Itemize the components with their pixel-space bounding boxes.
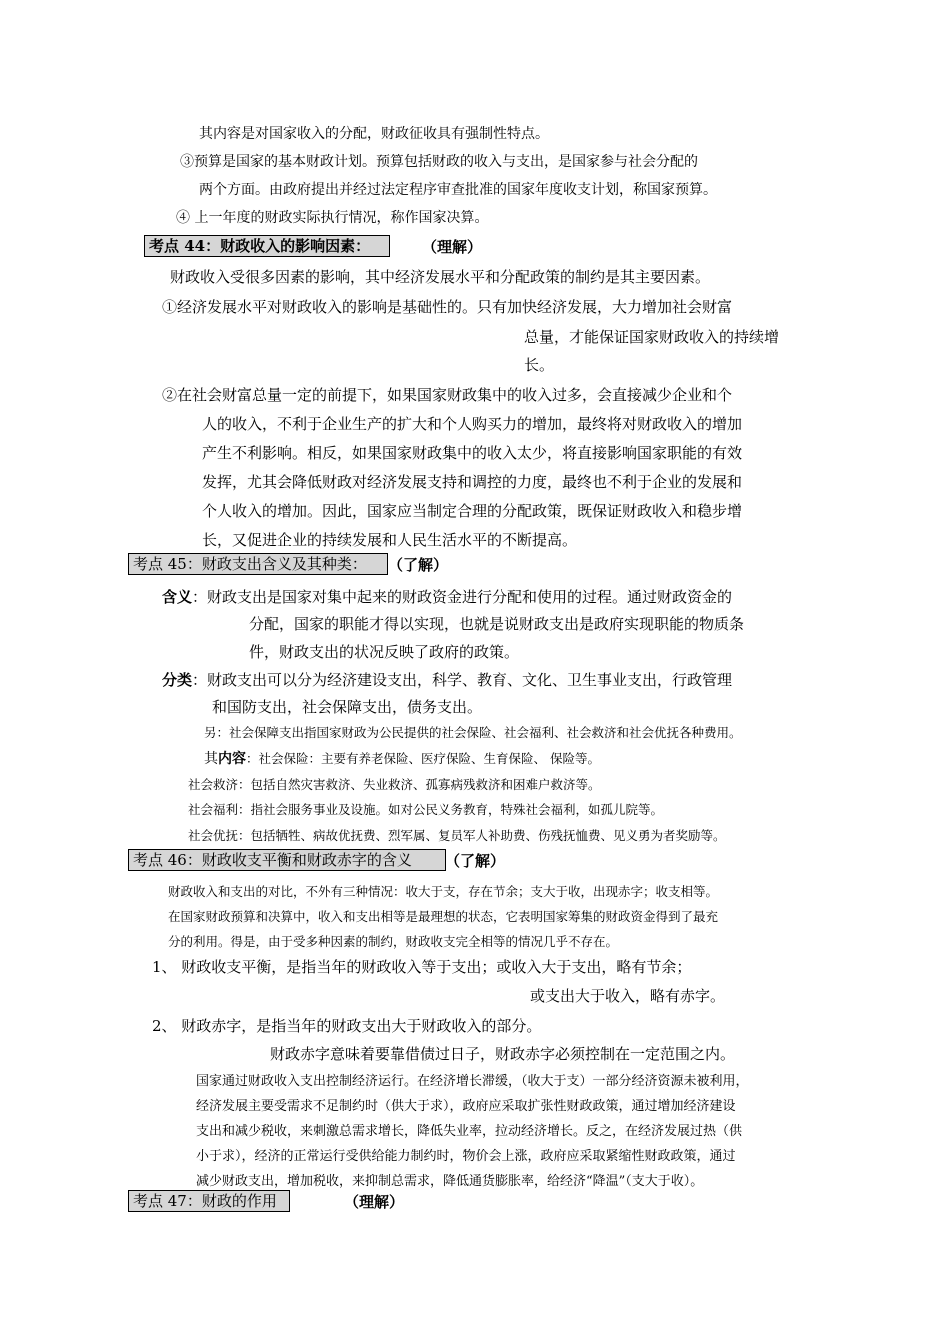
k44-p2-line-6: 长，又促进企业的持续发展和人民生活水平的不断提高。 bbox=[202, 531, 578, 549]
k45-def-line-3: 件，财政支出的状况反映了政府的政策。 bbox=[249, 643, 520, 661]
k45-note: （了解） bbox=[388, 556, 449, 574]
k44-p2-line-1: ②在社会财富总量一定的前提下，如果国家财政集中的收入过多，会直接减少企业和个 bbox=[162, 386, 733, 404]
k45-cls-label: 分类 bbox=[162, 671, 193, 689]
k46-small-2: 在国家财政预算和决算中，收入和支出相等是最理想的状态，它表明国家筹集的财政资金得到了最充 bbox=[168, 909, 719, 924]
k44-heading: 考点 44：财政收入的影响因素： bbox=[144, 235, 390, 257]
k45-content-line bbox=[204, 748, 600, 768]
k45-care: 社会优抚：包括牺牲、病故优抚费、烈军属、复员军人补助费、伤残抚恤费、见义勇为者奖励等。 bbox=[188, 828, 726, 843]
k46-note: （了解） bbox=[445, 852, 506, 870]
k46-policy-line-3: 支出和减少税收，来刺激总需求增长，降低失业率，拉动经济增长。反之，在经济发展过热（供 bbox=[196, 1124, 743, 1139]
k46-small-1: 财政收入和支出的对比，不外有三种情况：收大于支，存在节余；支大于收，出现赤字；收支相等。 bbox=[168, 884, 719, 899]
intro-line-1: 其内容是对国家收入的分配，财政征收具有强制性特点。 bbox=[199, 126, 549, 142]
intro-item-3-line-2: 两个方面。由政府提出并经过法定程序审查批准的国家年度收支计划，称国家预算。 bbox=[199, 182, 717, 198]
k45-cls-line-2: 和国防支出，社会保障支出，债务支出。 bbox=[212, 698, 483, 716]
k46-item-1-line-1: 1、 财政收支平衡，是指当年的财政收入等于支出；或收入大于支出，略有节余； bbox=[152, 958, 692, 976]
intro-item-4: ④ 上一年度的财政实际执行情况，称作国家决算。 bbox=[176, 210, 489, 226]
k45-def-line-2: 分配，国家的职能才得以实现，也就是说财政支出是政府实现职能的物质条 bbox=[249, 615, 745, 633]
k45-cls-line-1 bbox=[162, 669, 732, 690]
k45-def-line-1 bbox=[162, 586, 732, 607]
k44-note: （理解） bbox=[422, 238, 483, 256]
k45-def-label: 含义 bbox=[162, 588, 193, 606]
k46-policy-line-2: 经济发展主要受需求不足制约时（供大于求），政府应采取扩张性财政政策，通过增加经济建设 bbox=[196, 1099, 736, 1114]
k45-relief: 社会救济：包括自然灾害救济、失业救济、孤寡病残救济和困难户救济等。 bbox=[188, 777, 601, 792]
k45-content-label: 内容 bbox=[218, 751, 246, 767]
k46-item-2: 2、 财政赤字，是指当年的财政支出大于财政收入的部分。 bbox=[152, 1017, 542, 1035]
k46-item-2-note: 财政赤字意味着要靠借债过日子，财政赤字必须控制在一定范围之内。 bbox=[270, 1045, 736, 1063]
intro-item-3-line-1: ③预算是国家的基本财政计划。预算包括财政的收入与支出，是国家参与社会分配的 bbox=[180, 154, 698, 170]
k46-item-1-line-2: 或支出大于收入，略有赤字。 bbox=[530, 987, 726, 1005]
k46-heading: 考点 46：财政收支平衡和财政赤字的含义 bbox=[128, 849, 446, 871]
k47-note: （理解） bbox=[344, 1193, 405, 1211]
k44-p2-line-5: 个人收入的增加。因此，国家应当制定合理的分配政策，既保证财政收入和稳步增 bbox=[202, 502, 743, 520]
k45-def-text: ：财政支出是国家对集中起来的财政资金进行分配和使用的过程。通过财政资金的 bbox=[192, 588, 733, 606]
k45-cls-text: ：财政支出可以分为经济建设支出，科学、教育、文化、卫生事业支出，行政管理 bbox=[192, 671, 733, 689]
k46-policy-line-4: 小于求），经济的正常运行受供给能力制约时，物价会上涨，政府应采取紧缩性财政政策，通过 bbox=[196, 1149, 736, 1164]
k44-lead: 财政收入受很多因素的影响，其中经济发展水平和分配政策的制约是其主要因素。 bbox=[170, 268, 711, 286]
k46-policy-line-5: 减少财政支出，增加税收，来抑制总需求，降低通货膨胀率，给经济“降温”（支大于收）。 bbox=[196, 1174, 704, 1189]
k46-small-3: 分的利用。得是，由于受多种因素的制约，财政收支完全相等的情况几乎不存在。 bbox=[168, 934, 619, 949]
k45-content-text: ：社会保险：主要有养老保险、医疗保险、生育保险、 保险等。 bbox=[246, 751, 600, 766]
k44-p1-line-1: ①经济发展水平对财政收入的影响是基础性的。只有加快经济发展，大力增加社会财富 bbox=[162, 298, 733, 316]
k45-heading: 考点 45：财政支出含义及其种类： bbox=[128, 553, 388, 575]
k44-p2-line-4: 发挥，尤其会降低财政对经济发展支持和调控的力度，最终也不利于企业的发展和 bbox=[202, 473, 743, 491]
k44-p1-line-3: 长。 bbox=[524, 356, 555, 374]
k44-p2-line-2: 人的收入，不利于企业生产的扩大和个人购买力的增加，最终将对财政收入的增加 bbox=[202, 415, 743, 433]
k44-p2-line-3: 产生不利影响。相反，如果国家财政集中的收入太少，将直接影响国家职能的有效 bbox=[202, 444, 743, 462]
k47-heading: 考点 47：财政的作用 bbox=[128, 1190, 290, 1212]
k45-extra: 另：社会保障支出指国家财政为公民提供的社会保险、社会福利、社会救济和社会优抚各种费用。 bbox=[204, 725, 742, 740]
k45-welfare: 社会福利：指社会服务事业及设施。如对公民义务教育，特殊社会福利，如孤儿院等。 bbox=[188, 802, 664, 817]
k44-p1-line-2: 总量，才能保证国家财政收入的持续增 bbox=[524, 328, 780, 346]
k46-policy-line-1: 国家通过财政收入支出控制经济运行。在经济增长滞缓，（收大于支）一部分经济资源未被利用， bbox=[196, 1074, 749, 1089]
k45-content-prefix: 其 bbox=[204, 751, 218, 767]
